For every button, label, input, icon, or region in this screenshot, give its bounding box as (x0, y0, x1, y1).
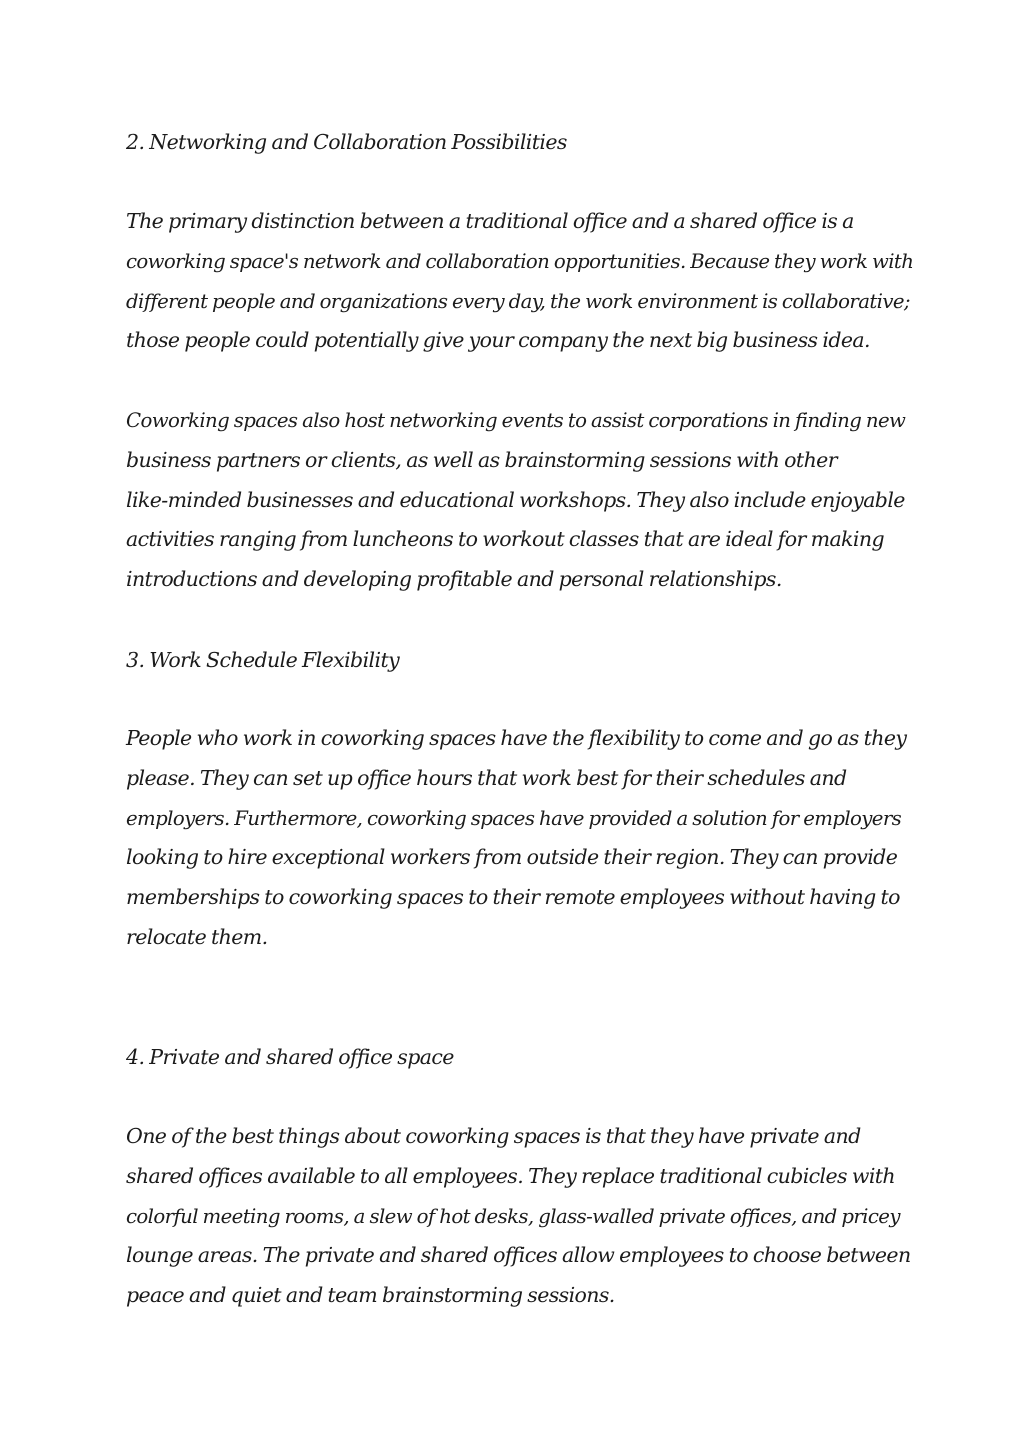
text-line: please. They can set up office hours that work best for their schedules and (126, 765, 847, 790)
paragraph-networking-events (126, 401, 916, 600)
paragraph-networking-distinction (126, 202, 916, 361)
text-line: The primary distinction between a traditional office and a shared office is a (126, 209, 854, 233)
text-line: coworking space's network and collaboration opportunities. Because they work with (126, 249, 914, 273)
text-line: introductions and developing profitable and personal relationships. (126, 567, 782, 592)
text-line: those people could potentially give your company the next big business idea. (126, 328, 870, 353)
text-line: looking to hire exceptional workers from outside their region. They can provide (126, 845, 898, 870)
text-line: relocate them. (126, 924, 268, 949)
text-line: memberships to coworking spaces to their remote employees without having to (126, 885, 900, 910)
text-line: Coworking spaces also host networking events to assist corporations in finding new (126, 409, 906, 432)
text-line: like-minded businesses and educational workshops. They also include enjoyable (126, 487, 905, 512)
text-line: lounge areas. The private and shared offices allow employees to choose between (126, 1243, 911, 1268)
paragraph-flexibility (126, 719, 916, 958)
text-line: activities ranging from luncheons to workout classes that are ideal for making (126, 527, 884, 552)
text-line: business partners or clients, as well as brainstorming sessions with other (126, 447, 837, 472)
paragraph-office-space (126, 1117, 916, 1316)
section-heading-flexibility: 3. Work Schedule Flexibility (126, 648, 400, 672)
text-line: People who work in coworking spaces have the flexibility to come and go as they (126, 726, 907, 750)
text-line: peace and quiet and team brainstorming sessions. (126, 1283, 615, 1308)
text-line: employers. Furthermore, coworking spaces have provided a solution for employers (126, 806, 902, 830)
text-line: One of the best things about coworking spaces is that they have private and (126, 1124, 861, 1148)
section-heading-office-space: 4. Private and shared office space (126, 1045, 454, 1069)
section-heading-networking: 2. Networking and Collaboration Possibilities (126, 130, 567, 154)
text-line: different people and organizations every day, the work environment is collaborative; (126, 289, 910, 313)
text-line: colorful meeting rooms, a slew of hot desks, glass-walled private offices, and pricey (126, 1204, 900, 1228)
text-line: shared offices available to all employees. They replace traditional cubicles with (126, 1163, 896, 1188)
